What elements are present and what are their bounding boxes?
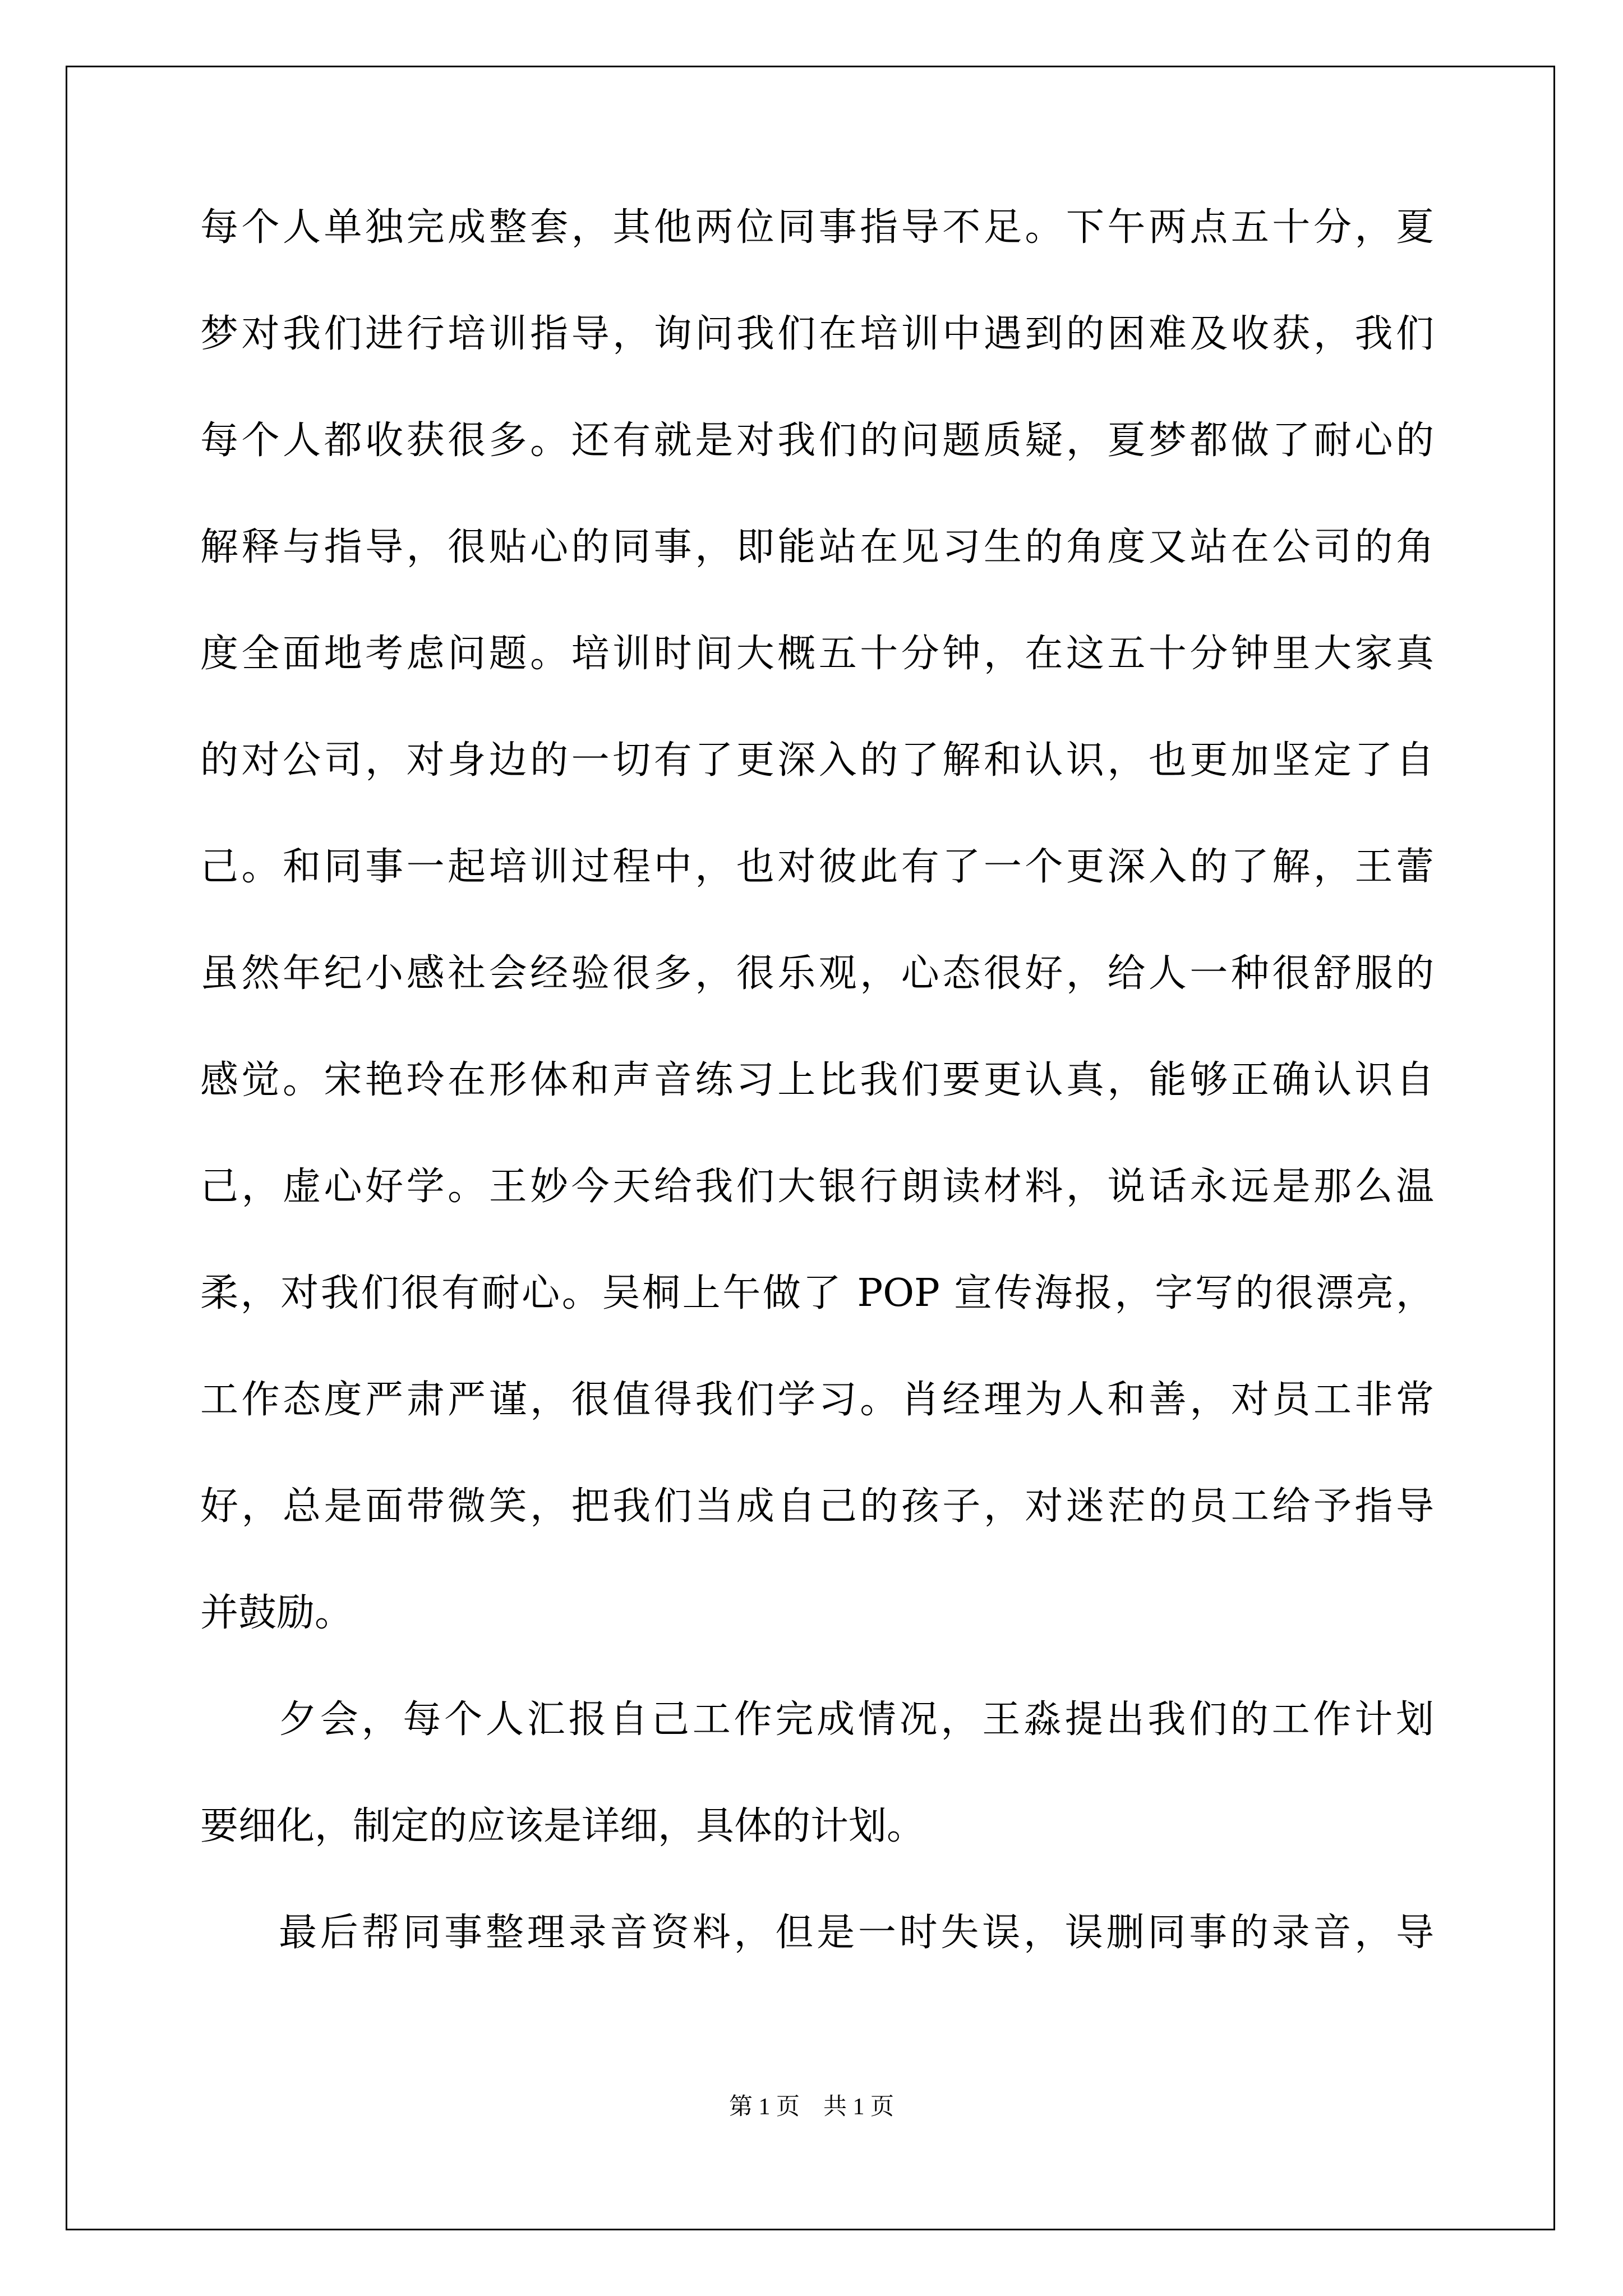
text-line: 每个人都收获很多。还有就是对我们的问题质疑，夏梦都做了耐心的 [200, 418, 1434, 463]
text-line: 每个人单独完成整套，其他两位同事指导不足。下午两点五十分，夏 [200, 205, 1434, 250]
text-line: 并鼓励。 [200, 1591, 353, 1635]
text-line: 最后帮同事整理录音资料，但是一时失误，误删同事的录音，导 [279, 1911, 1434, 1955]
text-line: 感觉。宋艳玲在形体和声音练习上比我们要更认真，能够正确认识自 [200, 1058, 1434, 1102]
text-line: 己。和同事一起培训过程中，也对彼此有了一个更深入的了解，王蕾 [200, 845, 1434, 889]
text-line: 梦对我们进行培训指导，询问我们在培训中遇到的困难及收获，我们 [200, 312, 1434, 356]
text-line: 度全面地考虑问题。培训时间大概五十分钟，在这五十分钟里大家真 [200, 632, 1434, 676]
text-line: 柔，对我们很有耐心。吴桐上午做了 POP 宣传海报，字写的很漂亮， [200, 1271, 1434, 1315]
text-line: 要细化，制定的应该是详细，具体的计划。 [200, 1804, 925, 1848]
page-footer: 第 1 页 共 1 页 [728, 2094, 894, 2120]
text-line: 夕会，每个人汇报自己工作完成情况，王淼提出我们的工作计划 [279, 1697, 1434, 1742]
text-line: 工作态度严肃严谨，很值得我们学习。肖经理为人和善，对员工非常 [200, 1378, 1434, 1422]
text-line: 解释与指导，很贴心的同事，即能站在见习生的角度又站在公司的角 [200, 525, 1434, 569]
text-line: 的对公司，对身边的一切有了更深入的了解和认识，也更加坚定了自 [200, 738, 1434, 783]
document-body [200, 205, 1434, 2021]
text-line: 己，虚心好学。王妙今天给我们大银行朗读材料，说话永远是那么温 [200, 1165, 1434, 1209]
text-line: 虽然年纪小感社会经验很多，很乐观，心态很好，给人一种很舒服的 [200, 951, 1434, 996]
text-line: 好，总是面带微笑，把我们当成自己的孩子，对迷茫的员工给予指导 [200, 1484, 1434, 1529]
